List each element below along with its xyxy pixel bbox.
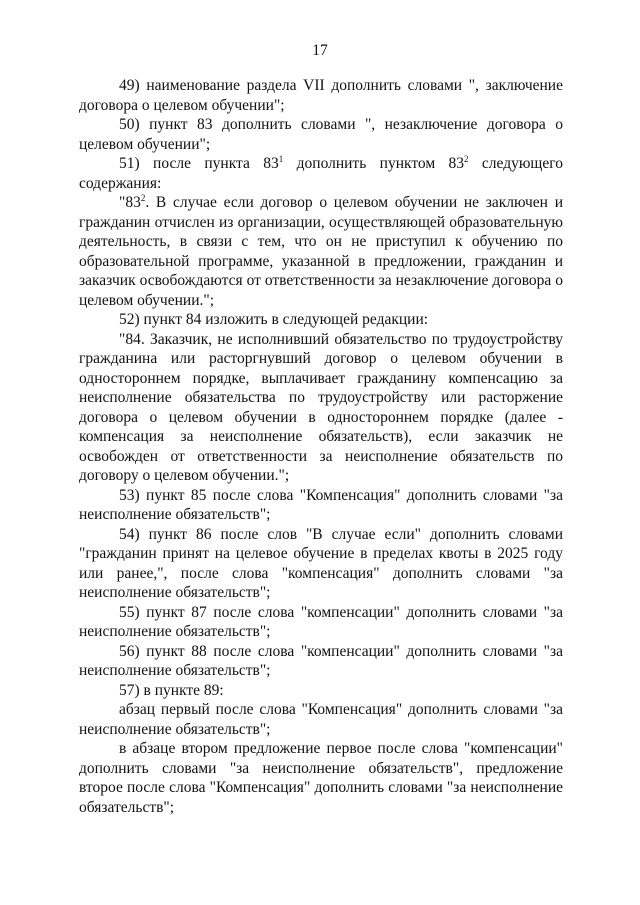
paragraph-84: "84. Заказчик, не исполнивший обязательство по трудоустройству гражданина или расторгнувший договор о целевом обучении в одностороннем порядке, выплачивает гражданину компенсацию за неисполнение обязательства по трудоустройству или расторжение договора о целевом обучении в одностороннем порядке (далее - компенсация за неисполнение обязательств), если заказчик не освобожден от ответственности за неисполнение обязательств по договору о целевом обучении."; <box>79 330 563 484</box>
paragraph-50: 50) пункт 83 дополнить словами ", незаключение договора о целевом обучении"; <box>79 116 563 153</box>
paragraph-54: 54) пункт 86 после слов "В случае если" дополнить словами "гражданин принят на целевое обучение в пределах квоты в 2025 году или ранее,", после слова "компенсация" дополнить словами "за неисполнение обязательств"; <box>79 525 563 601</box>
paragraph-51-text-c: следующего содержания: <box>79 155 563 192</box>
paragraph-52: 52) пункт 84 изложить в следующей редакции: <box>119 311 429 328</box>
paragraph-51-text-a: 51) после пункта 83 <box>119 155 279 172</box>
page-number: 17 <box>312 42 328 59</box>
paragraph-83-2-text-b: . В случае если договор о целевом обучении не заключен и гражданин отчислен из организации, осуществляющей образовательную деятельность, в связи с тем, что он не приступил к обучению по образовательной программе, указанной в предложении, гражданин и заказчик освобождаются от ответственности за незаключение договора о целевом обучении."; <box>79 194 563 309</box>
paragraph-57-abzac-1: абзац первый после слова "Компенсация" дополнить словами "за неисполнение обязательств"; <box>79 701 563 738</box>
paragraph-83-2 <box>79 193 563 310</box>
paragraph-57-abzac-2: в абзаце втором предложение первое после слова "компенсации" дополнить словами "за неисполнение обязательств", предложение второе после слова "Компенсация" дополнить словами "за неисполнение обязательств"; <box>79 740 563 816</box>
paragraph-56: 56) пункт 88 после слова "компенсации" дополнить словами "за неисполнение обязательств"; <box>79 642 563 679</box>
paragraph-49: 49) наименование раздела VII дополнить словами ", заключение договора о целевом обучении"; <box>79 77 563 114</box>
superscript-2-b: 2 <box>140 192 146 203</box>
paragraph-57: 57) в пункте 89: <box>119 681 224 699</box>
paragraph-53: 53) пункт 85 после слова "Компенсация" дополнить словами "за неисполнение обязательств"; <box>79 486 563 523</box>
paragraph-55: 55) пункт 87 после слова "компенсации" дополнить словами "за неисполнение обязательств"; <box>79 603 563 640</box>
paragraph-51 <box>79 154 563 193</box>
document-body <box>79 76 563 817</box>
superscript-1: 1 <box>278 153 284 164</box>
paragraph-51-text-b: дополнить пунктом 83 <box>283 155 465 172</box>
paragraph-83-2-text-a: "83 <box>119 194 141 211</box>
superscript-2: 2 <box>464 153 469 164</box>
